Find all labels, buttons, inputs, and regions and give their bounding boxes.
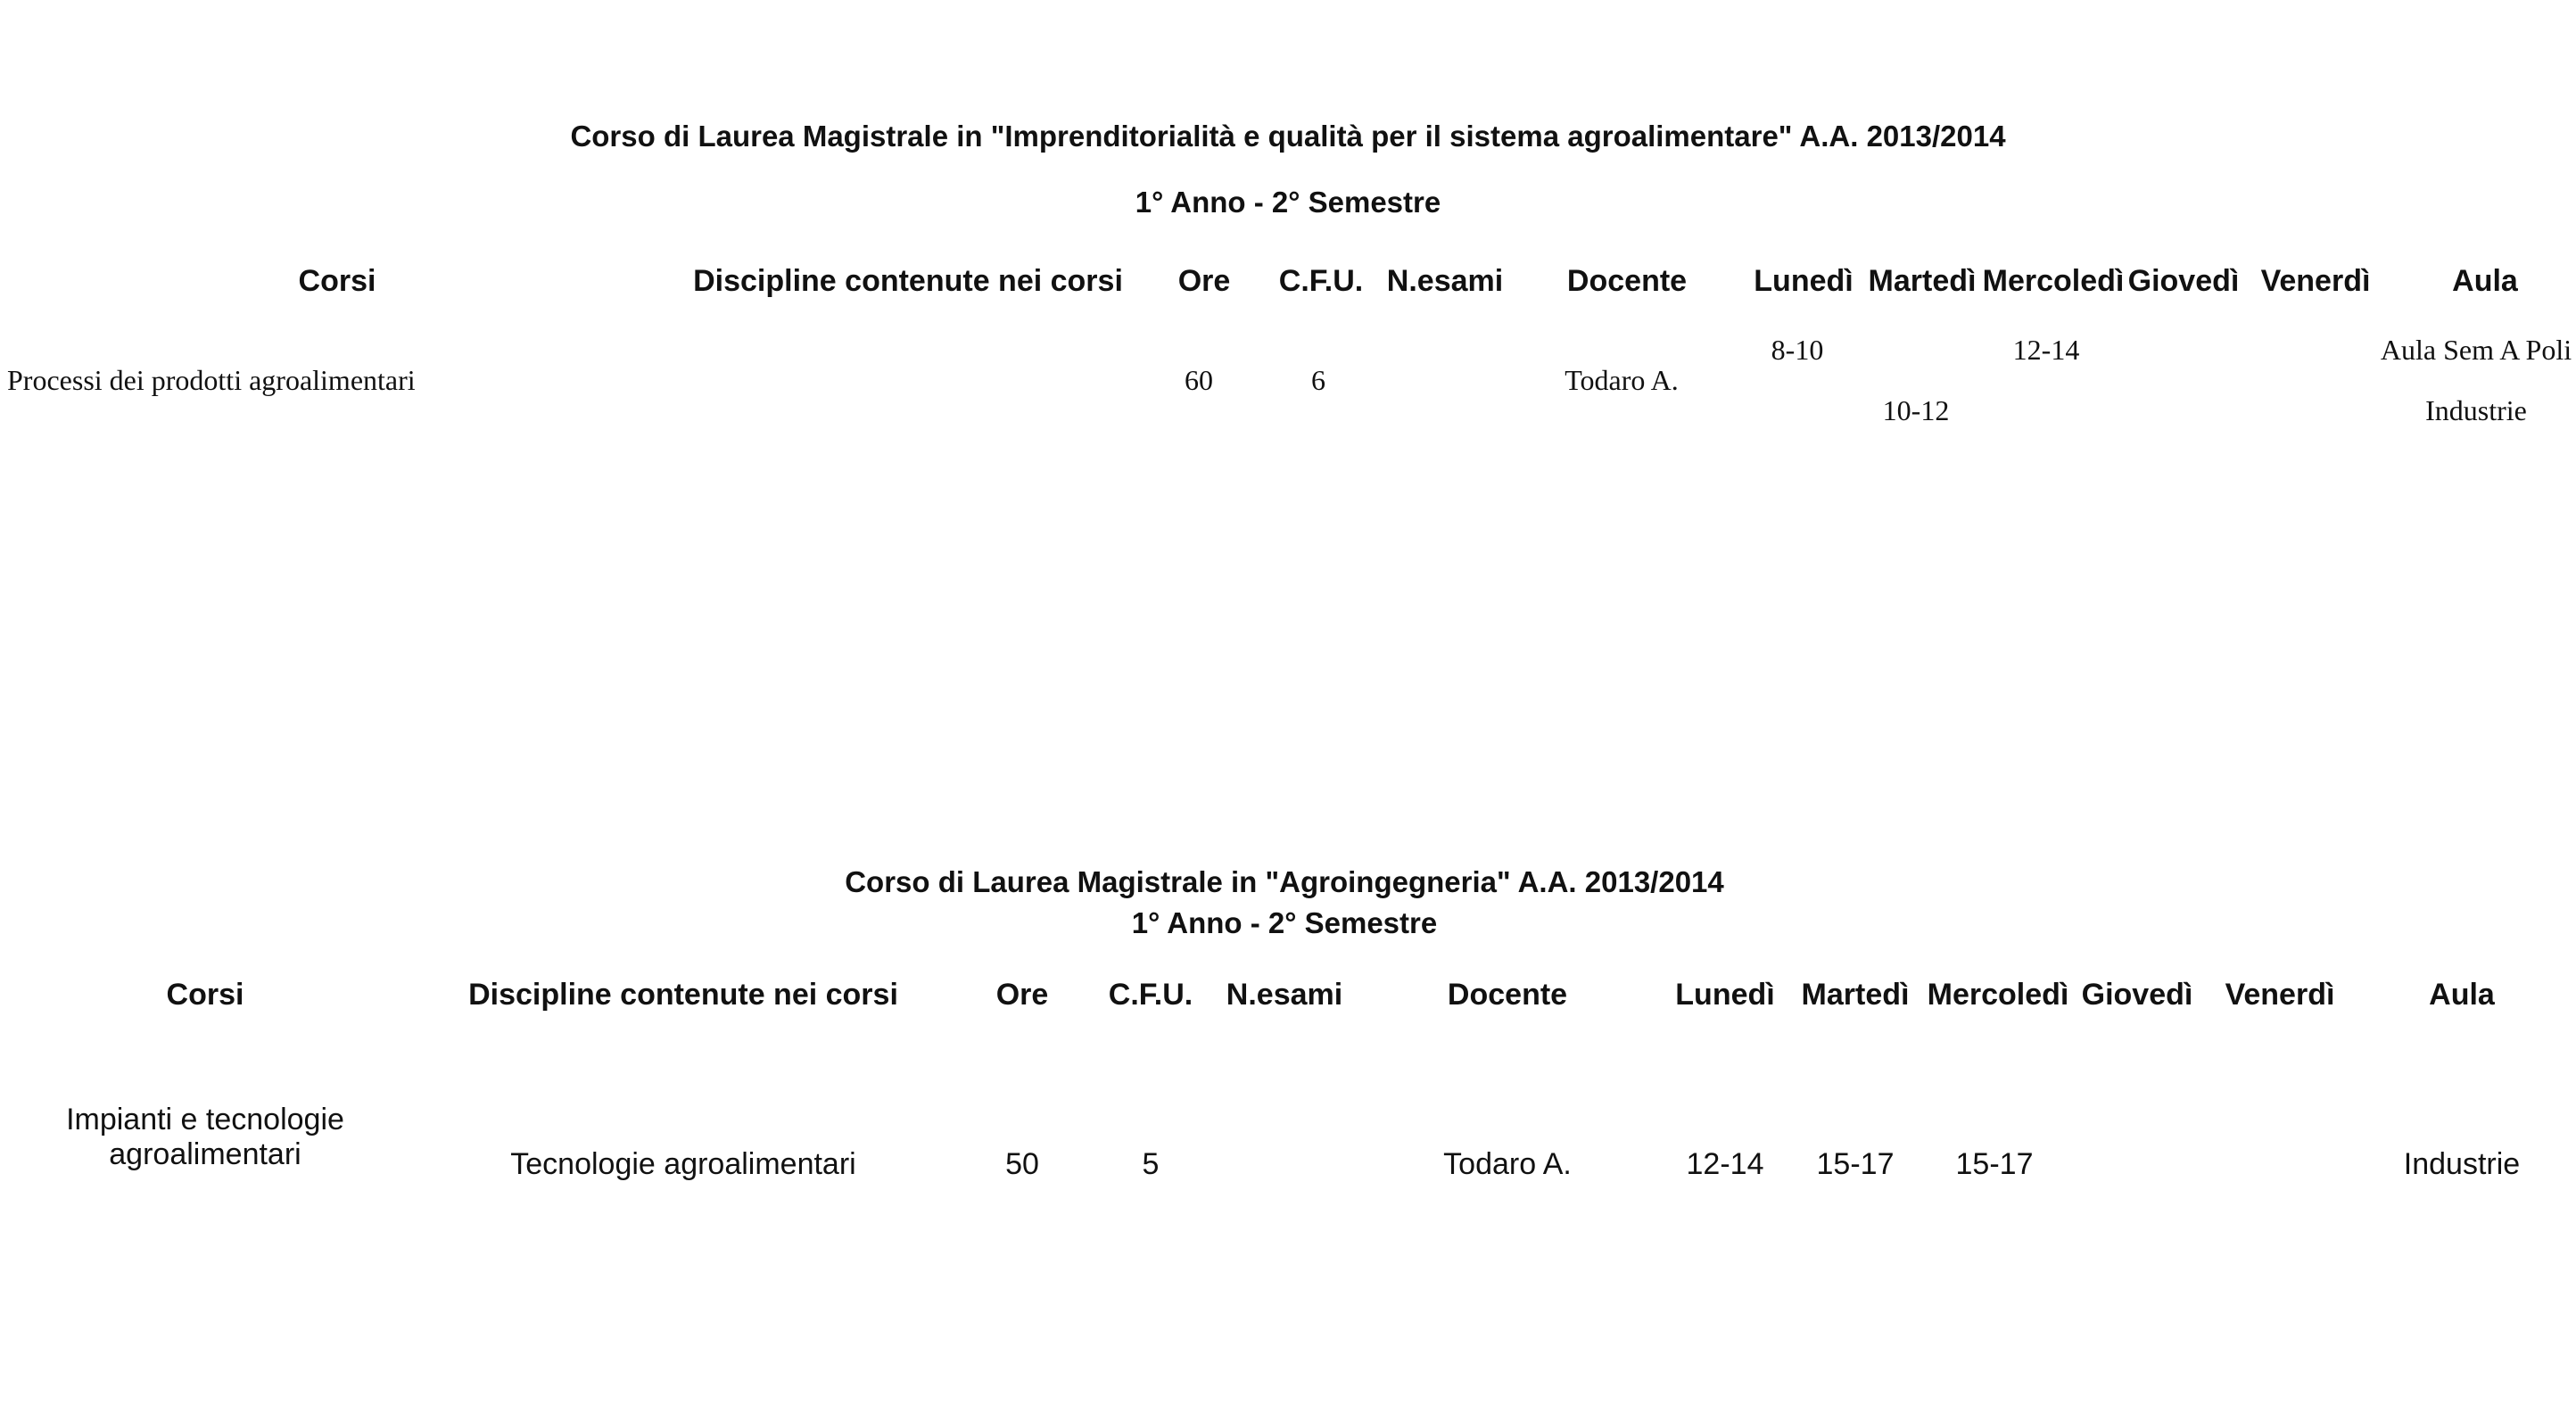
cell-lunedi: 8-10 <box>1771 334 1824 366</box>
cell-aula-line-2: Industrie <box>2425 394 2527 426</box>
header-cfu: C.F.U. <box>1108 978 1193 1012</box>
table-1-title: Corso di Laurea Magistrale in "Imprenditorialità e qualità per il sistema agroalimentare" A.A. 2013/2014 <box>570 120 2006 153</box>
table-2-subtitle: 1° Anno - 2° Semestre <box>1131 906 1438 939</box>
header-venerdi: Venerdì <box>2260 264 2371 298</box>
cell-martedi: 10-12 <box>1882 394 1950 426</box>
header-discipline: Discipline contenute nei corsi <box>468 978 898 1012</box>
header-ore: Ore <box>995 978 1049 1012</box>
cell-disciplina: Tecnologie agroalimentari <box>510 1147 856 1181</box>
header-discipline: Discipline contenute nei corsi <box>693 264 1123 298</box>
cell-corso: Processi dei prodotti agroalimentari <box>7 364 416 396</box>
header-nesami: N.esami <box>1226 978 1343 1012</box>
header-aula: Aula <box>2429 978 2495 1012</box>
header-corsi: Corsi <box>298 264 376 298</box>
header-mercoledi: Mercoledì <box>1927 978 2069 1012</box>
header-docente: Docente <box>1566 264 1688 298</box>
header-cfu: C.F.U. <box>1278 264 1364 298</box>
header-nesami: N.esami <box>1386 264 1504 298</box>
header-martedi: Martedì <box>1801 978 1910 1012</box>
header-ore: Ore <box>1177 264 1231 298</box>
header-docente: Docente <box>1447 978 1568 1012</box>
header-aula: Aula <box>2452 264 2518 298</box>
cell-ore: 50 <box>1005 1147 1039 1181</box>
cell-docente: Todaro A. <box>1443 1147 1572 1181</box>
cell-aula: Industrie <box>2403 1147 2521 1181</box>
header-venerdi: Venerdì <box>2225 978 2335 1012</box>
header-lunedi: Lunedì <box>1754 264 1854 298</box>
cell-corso: Impianti e tecnologie agroalimentari <box>66 1103 344 1172</box>
header-corsi: Corsi <box>166 978 244 1012</box>
cell-mercoledi: 15-17 <box>1955 1147 2034 1181</box>
cell-martedi: 15-17 <box>1816 1147 1895 1181</box>
cell-ore: 60 <box>1185 364 1213 396</box>
cell-lunedi: 12-14 <box>1686 1147 1764 1181</box>
header-martedi: Martedì <box>1868 264 1977 298</box>
cell-mercoledi: 12-14 <box>2012 334 2080 366</box>
cell-cfu: 5 <box>1142 1147 1160 1181</box>
cell-cfu: 6 <box>1311 364 1325 396</box>
cell-aula-line-1: Aula Sem A Poli <box>2380 334 2572 366</box>
header-giovedi: Giovedì <box>2127 264 2240 298</box>
table-2-title: Corso di Laurea Magistrale in "Agroingegneria" A.A. 2013/2014 <box>845 865 1724 898</box>
table-1-subtitle: 1° Anno - 2° Semestre <box>1135 186 1441 219</box>
header-giovedi: Giovedì <box>2081 978 2193 1012</box>
cell-docente: Todaro A. <box>1565 364 1679 396</box>
header-lunedi: Lunedì <box>1675 978 1775 1012</box>
header-mercoledi: Mercoledì <box>1982 264 2125 298</box>
